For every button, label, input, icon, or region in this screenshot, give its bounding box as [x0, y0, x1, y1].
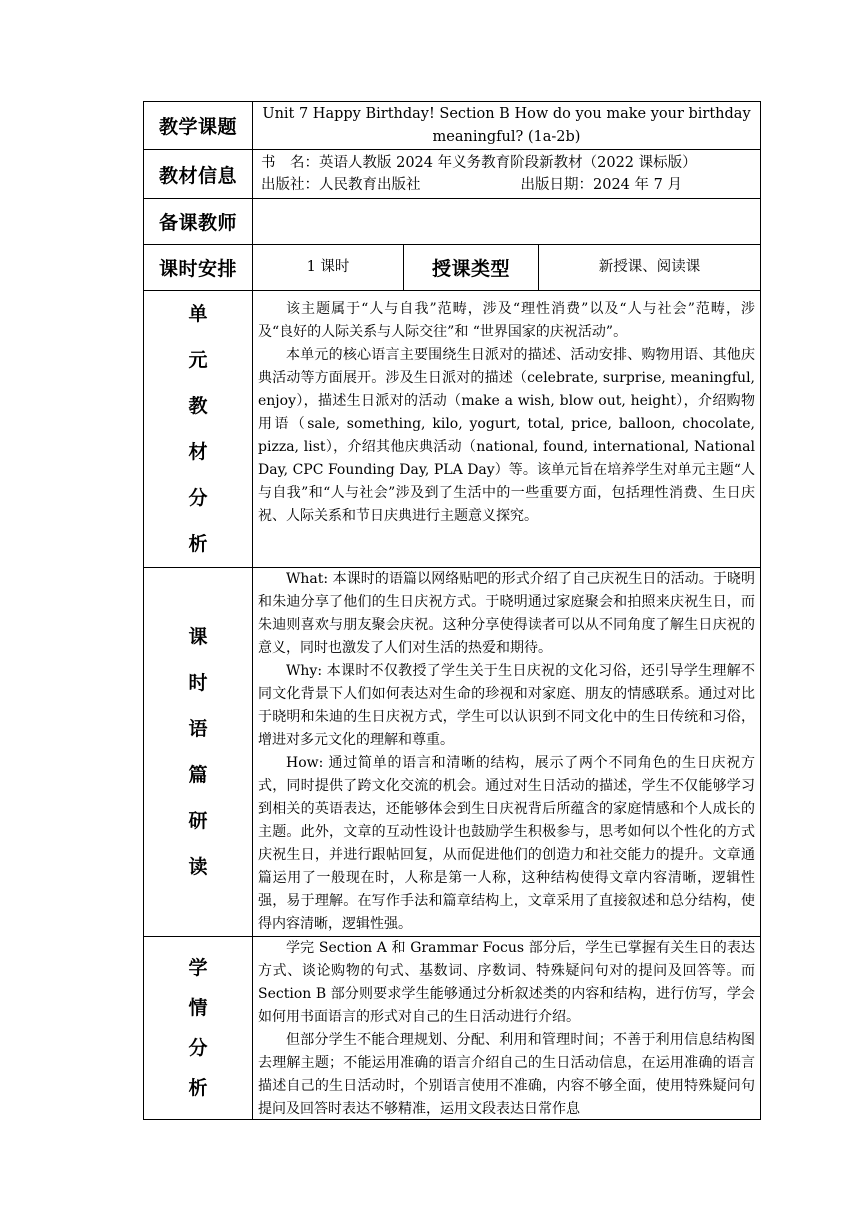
topic-row — [144, 102, 761, 150]
lesson-reading-label-char: 研 — [188, 810, 208, 832]
student-analysis-label-char: 析 — [188, 1077, 208, 1099]
student-analysis-paragraph: 学完 Section A 和 Grammar Focus 部分后，学生已掌握有关生日的表达方式、谈论购物的句式、基数词、序数词、特殊疑问句对的提问及回答等。而 Section B 部分则要求学生能够通过分析叙述类的内容和结构，进行仿写，学会如何用书面语言的形式对自己的生日活动进行介绍。 — [258, 940, 755, 1025]
unit-analysis-label-char: 材 — [188, 441, 208, 463]
lesson-reading-row — [144, 568, 761, 937]
unit-analysis-label — [144, 291, 253, 568]
unit-analysis-row — [144, 291, 761, 568]
lesson-plan-table — [143, 101, 761, 1120]
lesson-reading-label-char: 时 — [188, 672, 208, 694]
unit-analysis-label-char: 元 — [188, 349, 208, 371]
lesson-reading-paragraph: How: 通过简单的语言和清晰的结构，展示了两个不同角色的生日庆祝方式，同时提供了跨文化交流的机会。通过对生日活动的描述，学生不仅能够学习到相关的英语表达，还能够体会到生日庆祝背后所蕴含的家庭情感和个人成长的主题。此外，文章的互动性设计也鼓励学生积极参与，思考如何以个性化的方式庆祝生日，并进行跟帖回复，从而促进他们的创造力和社交能力的提升。文章通篇运用了一般现在时，人称是第一人称，这种结构使得文章内容清晰，逻辑性强，易于理解。在写作手法和篇章结构上，文章采用了直接叙述和总分结构，使得内容清晰，逻辑性强。 — [258, 755, 755, 932]
lesson-reading-label-char: 语 — [188, 718, 208, 740]
topic-label: 教学课题 — [144, 102, 253, 150]
schedule-row — [144, 245, 761, 291]
lesson-type-label: 授课类型 — [404, 245, 539, 291]
material-info — [253, 150, 761, 199]
lesson-type-value: 新授课、阅读课 — [539, 245, 761, 291]
unit-analysis-content — [253, 291, 761, 568]
unit-analysis-paragraph: 本单元的核心语言主要围绕生日派对的描述、活动安排、购物用语、其他庆典活动等方面展开。涉及生日派对的描述（celebrate, surprise, meaningful, enjoy），描述生日派对的活动（make a wish, blow out, height），介绍购物用语（sale, something, kilo, yogurt, total, price, balloon, chocolate, pizza, list），介绍其他庆典活动（national, found, international, National Day, CPC Founding Day, PLA Day）等。该单元旨在培养学生对单元主题“人与自我”和“人与社会”涉及到了生活中的一些重要方面，包括理性消费、生日庆祝、人际关系和节日庆典进行主题意义探究。 — [258, 347, 755, 524]
student-analysis-label — [144, 937, 253, 1120]
lesson-reading-label-char: 篇 — [188, 764, 208, 786]
publisher: 出版社：人民教育出版社 — [261, 177, 421, 193]
schedule-value: 1 课时 — [253, 245, 404, 291]
unit-analysis-label-char: 单 — [188, 303, 208, 325]
publish-date: 出版日期：2024 年 7 月 — [520, 177, 682, 193]
lesson-reading-label — [144, 568, 253, 937]
material-row — [144, 150, 761, 199]
student-analysis-label-char: 学 — [188, 957, 208, 979]
schedule-label: 课时安排 — [144, 245, 253, 291]
unit-analysis-label-char: 教 — [188, 395, 208, 417]
student-analysis-label-char: 分 — [188, 1037, 208, 1059]
teacher-label: 备课教师 — [144, 199, 253, 245]
lesson-reading-content — [253, 568, 761, 937]
lesson-reading-label-char: 读 — [188, 856, 208, 878]
book-name: 书 名：英语人教版 2024 年义务教育阶段新教材（2022 课标版） — [261, 155, 697, 171]
student-analysis-row — [144, 937, 761, 1120]
student-analysis-label-char: 情 — [188, 997, 208, 1019]
student-analysis-paragraph: 但部分学生不能合理规划、分配、利用和管理时间；不善于利用信息结构图去理解主题；不能运用准确的语言介绍自己的生日活动信息，在运用准确的语言描述自己的生日活动时，个别语言使用不准确，内容不够全面，使用特殊疑问句提问及回答时表达不够精准，运用文段表达日常作息 — [258, 1032, 755, 1117]
unit-analysis-label-char: 析 — [188, 533, 208, 555]
unit-analysis-label-char: 分 — [188, 487, 208, 509]
lesson-reading-paragraph: Why: 本课时不仅教授了学生关于生日庆祝的文化习俗，还引导学生理解不同文化背景下人们如何表达对生命的珍视和对家庭、朋友的情感联系。通过对比于晓明和朱迪的生日庆祝方式，学生可以认识到不同文化中的生日传统和习俗，增进对多元文化的理解和尊重。 — [258, 663, 755, 748]
unit-analysis-paragraph: 该主题属于“人与自我”范畴，涉及“理性消费”以及“人与社会”范畴，涉及“良好的人际关系与人际交往”和 “世界国家的庆祝活动”。 — [258, 301, 755, 340]
student-analysis-content — [253, 937, 761, 1120]
lesson-reading-label-char: 课 — [188, 626, 208, 648]
teacher-row — [144, 199, 761, 245]
lesson-reading-paragraph: What: 本课时的语篇以网络贴吧的形式介绍了自己庆祝生日的活动。于晓明和朱迪分享了他们的生日庆祝方式。于晓明通过家庭聚会和拍照来庆祝生日，而朱迪则喜欢与朋友聚会庆祝。这种分享使得读者可以从不同角度了解生日庆祝的意义，同时也激发了人们对生活的热爱和期待。 — [258, 571, 755, 656]
material-label: 教材信息 — [144, 150, 253, 199]
topic-value: Unit 7 Happy Birthday! Section B How do you make your birthday meaningful? (1a-2b) — [253, 102, 761, 150]
teacher-value — [253, 199, 761, 245]
